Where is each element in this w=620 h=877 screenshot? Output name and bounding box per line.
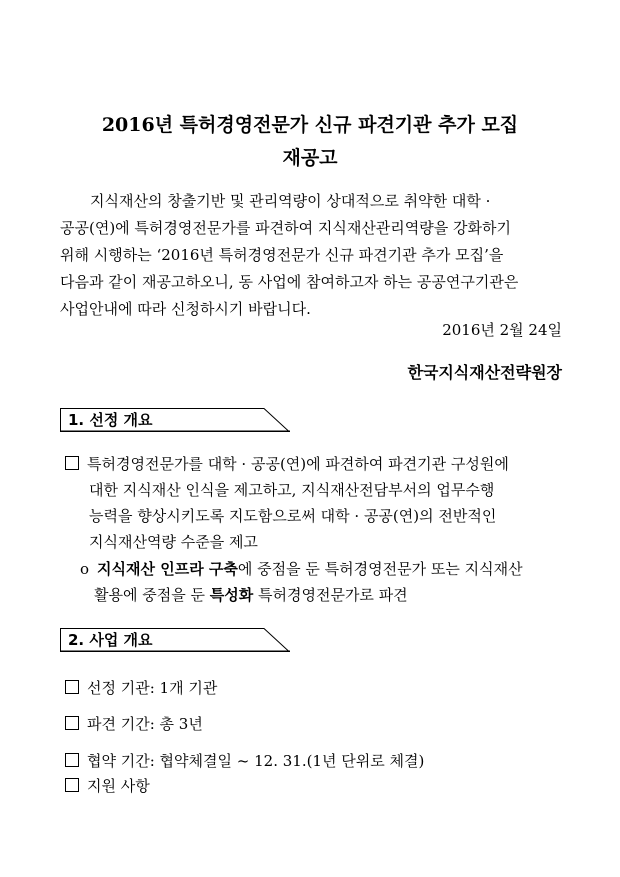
section-2-item bbox=[65, 675, 575, 701]
section-1-sub-bullet bbox=[80, 556, 580, 608]
checkbox-square-icon bbox=[65, 680, 79, 694]
item-text: 지원 사항 bbox=[87, 777, 150, 795]
intro-line: 다음과 같이 재공고하오니, 동 사업에 참여하고자 하는 공공연구기관은 bbox=[60, 273, 519, 291]
section-2-item bbox=[65, 748, 575, 774]
sub-bullet-text: 특허경영전문가로 파견 bbox=[253, 586, 408, 604]
emphasis-text: 특성화 bbox=[209, 586, 254, 604]
intro-line: 위해 시행하는 ‘2016년 특허경영전문가 신규 파견기관 추가 모집’을 bbox=[60, 246, 504, 264]
checkbox-square-icon bbox=[65, 716, 79, 730]
sub-bullet-text: 에 중점을 둔 특허경영전문가 또는 지식재산 bbox=[237, 560, 523, 578]
intro-line: 공공(연)에 특허경영전문가를 파견하여 지식재산관리역량을 강화하기 bbox=[60, 219, 511, 237]
checkbox-square-icon bbox=[65, 778, 79, 792]
item-text: 선정 기관: 1개 기관 bbox=[87, 679, 218, 697]
checkbox-square-icon bbox=[65, 456, 79, 470]
bullet-text: 특허경영전문가를 대학 · 공공(연)에 파견하여 파견기관 구성원에 bbox=[87, 455, 509, 473]
section-1-bullet bbox=[65, 451, 575, 555]
section-2-title: 2. 사업 개요 bbox=[68, 631, 153, 649]
item-text: 파견 기간: 총 3년 bbox=[87, 715, 203, 733]
intro-line: 사업안내에 따라 신청하시기 바랍니다. bbox=[60, 300, 311, 318]
bullet-text: 능력을 향상시키도록 지도함으로써 대학 · 공공(연)의 전반적인 bbox=[89, 507, 497, 525]
sub-bullet-text: 활용에 중점을 둔 bbox=[94, 586, 210, 604]
section-2-item bbox=[65, 773, 575, 799]
bullet-text: 대한 지식재산 인식을 제고하고, 지식재산전담부서의 업무수행 bbox=[89, 481, 495, 499]
emphasis-text: 지식재산 인프라 구축 bbox=[97, 560, 238, 578]
section-1-header bbox=[60, 408, 290, 432]
intro-line: 지식재산의 창출기반 및 관리역량이 상대적으로 취약한 대학 · bbox=[90, 192, 491, 210]
issuing-organization: 한국지식재산전략원장 bbox=[407, 363, 562, 382]
checkbox-square-icon bbox=[65, 753, 79, 767]
section-1-title: 1. 선정 개요 bbox=[68, 411, 153, 429]
item-text: 협약 기간: 협약체결일 ~ 12. 31.(1년 단위로 체결) bbox=[87, 752, 425, 770]
section-2-item bbox=[65, 711, 575, 737]
section-2-header bbox=[60, 628, 290, 652]
document-title-subline: 재공고 bbox=[282, 147, 338, 169]
sub-bullet-marker: o bbox=[80, 560, 90, 578]
intro-paragraph bbox=[60, 188, 568, 323]
document-title: 2016년 특허경영전문가 신규 파견기관 추가 모집 bbox=[101, 114, 519, 136]
bullet-text: 지식재산역량 수준을 제고 bbox=[89, 533, 258, 551]
announcement-date: 2016년 2월 24일 bbox=[442, 321, 562, 339]
